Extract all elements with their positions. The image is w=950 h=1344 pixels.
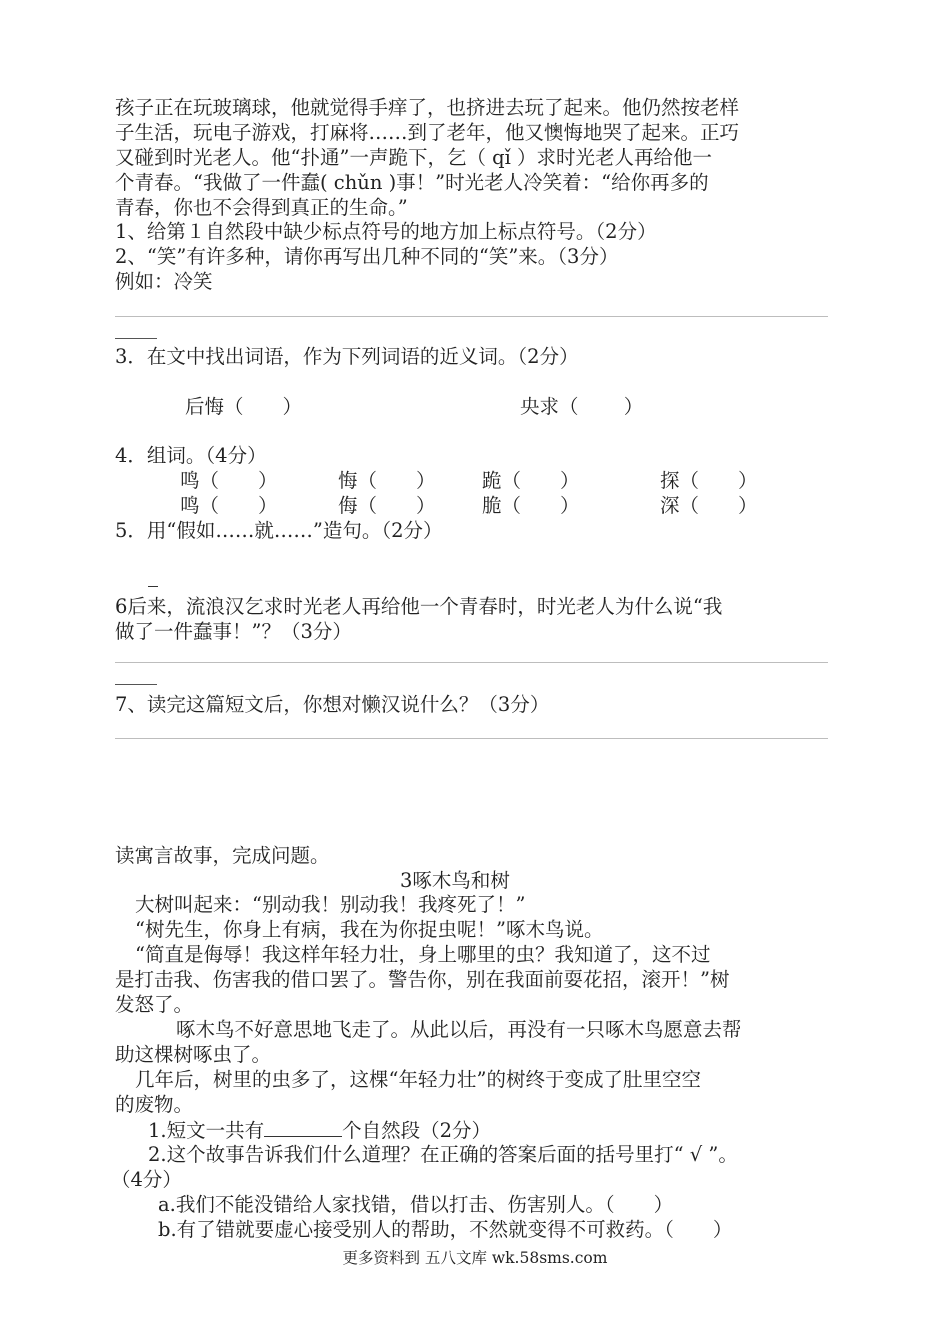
word-group-cell: 探（ ） — [660, 469, 758, 492]
story-line: “树先生，你身上有病，我在为你捉虫呢！”啄木鸟说。 — [135, 918, 604, 941]
story-line: 发怒了。 — [115, 993, 194, 1016]
word-group-cell: 跪（ ） — [482, 469, 580, 492]
answer-line-end — [115, 338, 157, 339]
question-2-example: 例如：冷笑 — [115, 270, 213, 293]
section-intro: 读寓言故事，完成问题。 — [115, 844, 330, 867]
story-line: 助这棵树啄虫了。 — [115, 1043, 272, 1066]
passage-line: 孩子正在玩玻璃球，他就觉得手痒了，也挤进去玩了起来。他仍然按老样 — [115, 96, 740, 119]
question-6-line: 6后来，流浪汉乞求时光老人再给他一个青春时，时光老人为什么说“我 — [115, 595, 723, 618]
answer-option-b: b.有了错就要虚心接受别人的帮助，不然就变得不可救药。（ ） — [158, 1218, 733, 1241]
story-title: 3啄木鸟和树 — [400, 869, 510, 892]
answer-line — [115, 316, 828, 317]
answer-option-a: a.我们不能没错给人家找错，借以打击、伤害别人。（ ） — [158, 1193, 674, 1216]
answer-line-end — [115, 684, 157, 685]
story-line: 啄木鸟不好意思地飞走了。从此以后，再没有一只啄木鸟愿意去帮 — [176, 1018, 742, 1041]
passage-line: 又碰到时光老人。他“扑通”一声跪下，乞（ qǐ ）求时光老人再给他一 — [115, 146, 713, 169]
answer-mark — [148, 586, 158, 587]
question-7: 7、读完这篇短文后，你想对懒汉说什么？（3分） — [115, 693, 550, 716]
passage-line: 青春，你也不会得到真正的生命。” — [115, 196, 408, 219]
story-question-2: （4分） — [111, 1168, 182, 1191]
passage-line: 个青春。“我做了一件蠢( chǔn )事！”时光老人冷笑着：“给你再多的 — [115, 171, 709, 194]
story-line: 大树叫起来：“别动我！别动我！我疼死了！” — [135, 893, 526, 916]
question-4: 4．组词。（4分） — [115, 444, 267, 467]
story-question-1 — [148, 1118, 491, 1143]
question-5: 5．用“假如……就……”造句。（2分） — [115, 519, 443, 542]
story-question-2: 2.这个故事告诉我们什么道理？在正确的答案后面的括号里打“ √ ”。 — [148, 1143, 738, 1166]
story-line: 是打击我、伤害我的借口罢了。警告你，别在我面前耍花招，滚开！”树 — [115, 968, 730, 991]
story-line: 几年后，树里的虫多了，这棵“年轻力壮”的树终于变成了肚里空空 — [135, 1068, 701, 1091]
page-footer: 更多资料到 五八文库 wk.58sms.com — [342, 1249, 608, 1267]
question-3: 3．在文中找出词语，作为下列词语的近义词。（2分） — [115, 345, 579, 368]
question-6-line: 做了一件蠢事！”？（3分） — [115, 620, 352, 643]
word-group-cell: 脆（ ） — [482, 494, 580, 517]
synonym-blank-b: 央求（ ） — [520, 395, 644, 418]
word-group-cell: 悔（ ） — [338, 469, 436, 492]
passage-line: 子生活，玩电子游戏，打麻将……到了老年，他又懊悔地哭了起来。正巧 — [115, 121, 740, 144]
word-group-cell: 鸣（ ） — [180, 469, 278, 492]
answer-line — [115, 738, 828, 739]
answer-line — [115, 662, 828, 663]
story-line: “简直是侮辱！我这样年轻力壮，身上哪里的虫？我知道了，这不过 — [135, 943, 711, 966]
synonym-blank-a: 后悔（ ） — [185, 395, 303, 418]
word-group-cell: 深（ ） — [660, 494, 758, 517]
word-group-cell: 侮（ ） — [338, 494, 436, 517]
question-1: 1、给第１自然段中缺少标点符号的地方加上标点符号。（2分） — [115, 220, 657, 243]
story-question-1-text: 1.短文一共有 — [148, 1119, 265, 1142]
story-question-1-text: 个自然段（2分） — [342, 1119, 492, 1142]
question-2: 2、“笑”有许多种，请你再写出几种不同的“笑”来。（3分） — [115, 245, 619, 268]
word-group-cell: 鸣（ ） — [180, 494, 278, 517]
fill-in-blank[interactable] — [264, 1118, 342, 1137]
story-line: 的废物。 — [115, 1093, 194, 1116]
